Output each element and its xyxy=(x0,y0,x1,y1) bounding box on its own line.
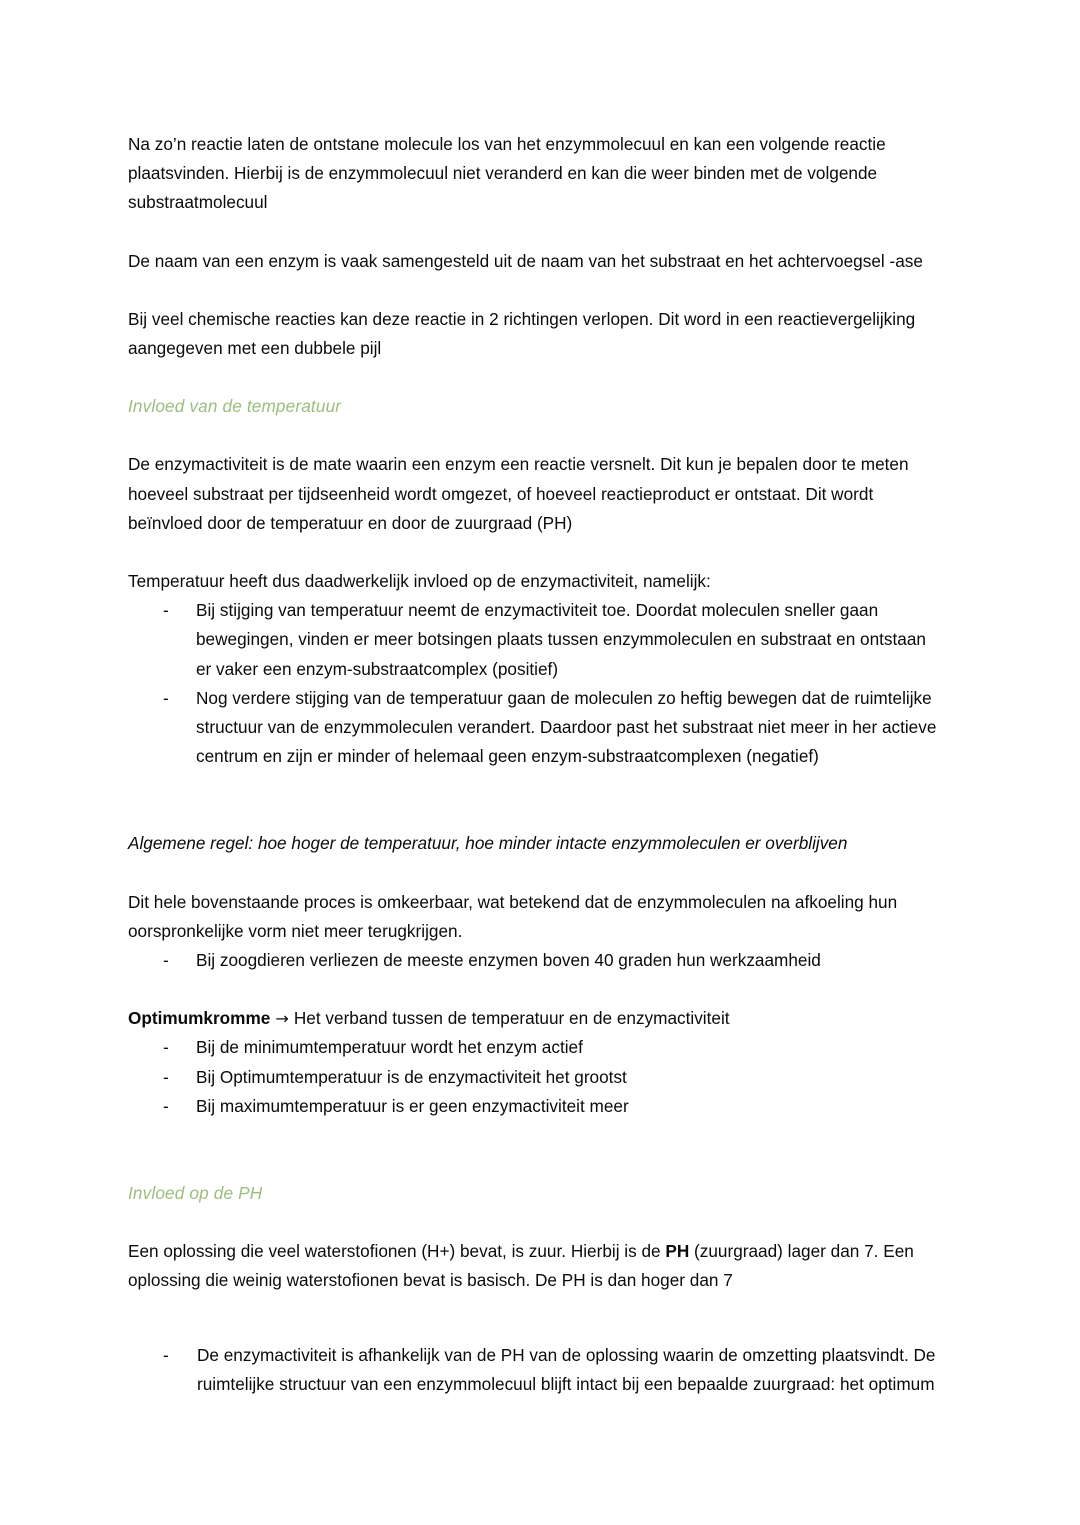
term-optimumkromme: Optimumkromme xyxy=(128,1008,271,1029)
list-item xyxy=(128,946,946,975)
list-item-text: Nog verdere stijging van de temperatuur gaan de moleculen zo heftig bewegen dat de ruimtelijke structuur van de enzymmoleculen verandert. Daardoor past het substraat niet meer in her actieve centrum en zijn er minder of helemaal geen enzym-substraatcomplexen (negatief) xyxy=(196,687,937,767)
bullet-dash-icon: - xyxy=(163,1344,169,1365)
paragraph-omkeerbare-reactie: Bij veel chemische reacties kan deze reactie in 2 richtingen verlopen. Dit word in een reactievergelijking aangegeven met een dubbele pijl xyxy=(128,308,916,359)
paragraph-optimumkromme-definitie xyxy=(128,1004,946,1033)
term-ph: PH xyxy=(665,1241,690,1262)
spacer xyxy=(128,1150,946,1179)
list-zoogdieren xyxy=(128,946,946,975)
list-item-text: Bij stijging van temperatuur neemt de enzymactiviteit toe. Doordat moleculen sneller gaan bewegingen, vinden er meer botsingen plaats tussen enzymmoleculen en substraat en ontstaan er vaker een enzym-substraatcomplex (positief) xyxy=(196,600,926,679)
paragraph-enzym-naamgeving: De naam van een enzym is vaak samengesteld uit de naam van het substraat en het achtervoegsel -ase xyxy=(128,250,923,271)
paragraph-ph-uitleg xyxy=(128,1237,946,1295)
list-item xyxy=(128,596,946,684)
list-ph-afhankelijkheid xyxy=(128,1341,946,1399)
list-item-text: Bij zoogdieren verliezen de meeste enzymen boven 40 graden hun werkzaamheid xyxy=(196,950,821,971)
optimumkromme-definition-text: Het verband tussen de temperatuur en de enzymactiviteit xyxy=(293,1008,730,1029)
list-item-text: De enzymactiviteit is afhankelijk van de PH van de oplossing waarin de omzetting plaatsvindt. De ruimtelijke structuur van een enzymmolecuul blijft intact bij een bepaalde zuurgraad: het optimum xyxy=(197,1344,936,1394)
bullet-dash-icon: - xyxy=(163,687,169,708)
bullet-dash-icon: - xyxy=(163,1095,169,1116)
list-item-text: Bij de minimumtemperatuur wordt het enzym actief xyxy=(196,1037,583,1058)
bullet-dash-icon: - xyxy=(163,600,169,621)
list-item xyxy=(128,1092,946,1121)
bullet-dash-icon: - xyxy=(163,1066,169,1087)
ph-text-part-1: Een oplossing die veel waterstofionen (H+) bevat, is zuur. Hierbij is de xyxy=(128,1241,666,1262)
paragraph-algemene-regel: Algemene regel: hoe hoger de temperatuur, hoe minder intacte enzymmoleculen er overblijven xyxy=(128,833,848,854)
list-item xyxy=(128,1033,946,1062)
list-item xyxy=(128,1341,946,1399)
list-optimumkromme-punten xyxy=(128,1033,946,1121)
spacer xyxy=(128,800,946,829)
paragraph-enzymactiviteit-definitie: De enzymactiviteit is de mate waarin een enzym een reactie versnelt. Dit kun je bepalen door te meten hoeveel substraat per tijdseenheid wordt omgezet, of hoeveel reactieproduct er ontstaat. Dit wordt beïnvloed door de temperatuur en door de zuurgraad (PH) xyxy=(128,454,909,533)
right-arrow-icon: → xyxy=(270,1009,294,1029)
paragraph-temperatuur-invloed-intro: Temperatuur heeft dus daadwerkelijk invloed op de enzymactiviteit, namelijk: xyxy=(128,571,711,592)
spacer xyxy=(128,1325,946,1341)
ph-text-part-2: (zuurgraad) lager dan 7. Een oplossing die weinig waterstofionen bevat is basisch. De PH is dan hoger dan 7 xyxy=(128,1241,914,1291)
heading-invloed-ph: Invloed op de PH xyxy=(128,1183,263,1204)
list-item xyxy=(128,1063,946,1092)
bullet-dash-icon: - xyxy=(163,1037,169,1058)
list-temperatuur-effecten xyxy=(128,596,946,771)
list-item-text: Bij Optimumtemperatuur is de enzymactiviteit het grootst xyxy=(196,1066,627,1087)
list-item-text: Bij maximumtemperatuur is er geen enzymactiviteit meer xyxy=(196,1095,629,1116)
bullet-dash-icon: - xyxy=(163,950,169,971)
list-item xyxy=(128,684,946,772)
paragraph-onomkeerbaar-proces: Dit hele bovenstaande proces is omkeerbaar, wat betekend dat de enzymmoleculen na afkoeling hun oorspronkelijke vorm niet meer terugkrijgen. xyxy=(128,891,898,941)
paragraph-reactie-herhaling: Na zo’n reactie laten de ontstane molecule los van het enzymmolecuul en kan een volgende reactie plaatsvinden. Hierbij is de enzymmolecuul niet veranderd en kan die weer binden met de volgende substraatmolecuul xyxy=(128,134,886,213)
heading-invloed-temperatuur: Invloed van de temperatuur xyxy=(128,396,342,417)
document-body xyxy=(128,130,946,1428)
